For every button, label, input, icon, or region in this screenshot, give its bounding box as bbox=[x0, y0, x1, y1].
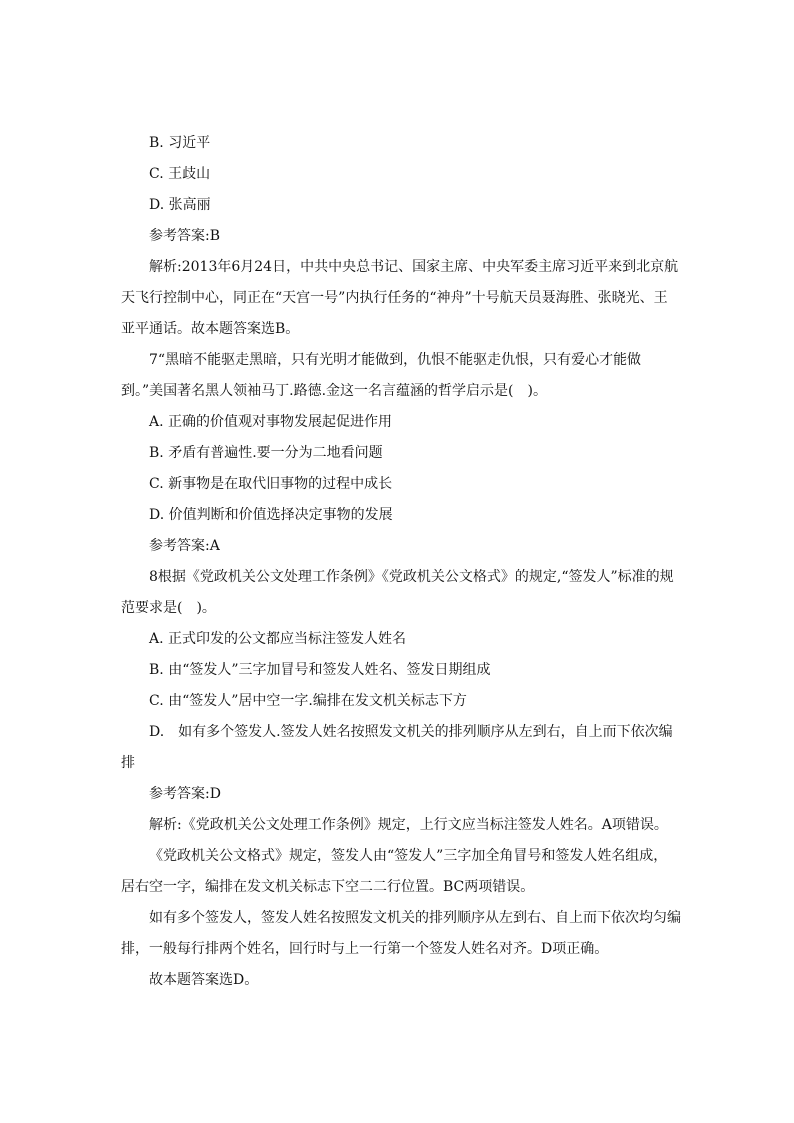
question-7: 7“黑暗不能驱走黑暗，只有光明才能做到，仇恨不能驱走仇恨，只有爱心才能做到。”美国著名黑人领袖马丁.路德.金这一名言蕴涵的哲学启示是( )。 bbox=[121, 352, 642, 399]
option-b-q7: B. 矛盾有普遍性.要一分为二地看问题 bbox=[149, 445, 383, 461]
explanation-q8-part3: 如有多个签发人，签发人姓名按照发文机关的排列顺序从左到右、自上而下依次均匀编排，一般每行排两个姓名，回行时与上一行第一个签发人姓名对齐。D项正确。 bbox=[121, 910, 681, 957]
answer-q6: 参考答案:B bbox=[149, 228, 221, 244]
option-c-q8: C. 由“签发人”居中空一字.编排在发文机关标志下方 bbox=[149, 693, 467, 709]
option-d-q7: D. 价值判断和价值选择决定事物的发展 bbox=[149, 507, 393, 523]
explanation-q8-conclusion: 故本题答案选D。 bbox=[149, 972, 259, 988]
option-c-q6: C. 王歧山 bbox=[149, 166, 211, 182]
option-a-q7: A. 正确的价值观对事物发展起促进作用 bbox=[149, 414, 393, 430]
answer-q7: 参考答案:A bbox=[149, 538, 220, 554]
option-b-q8: B. 由“签发人”三字加冒号和签发人姓名、签发日期组成 bbox=[149, 662, 491, 678]
question-8: 8根据《党政机关公文处理工作条例》《党政机关公文格式》的规定,“签发人”标准的规范要求是( )。 bbox=[121, 569, 674, 616]
option-d-q6: D. 张高丽 bbox=[149, 197, 211, 213]
option-a-q8: A. 正式印发的公文都应当标注签发人姓名 bbox=[149, 631, 407, 647]
option-c-q7: C. 新事物是在取代旧事物的过程中成长 bbox=[149, 476, 393, 492]
answer-q8: 参考答案:D bbox=[149, 786, 221, 802]
document-body bbox=[121, 128, 681, 996]
option-b-q6: B. 习近平 bbox=[149, 135, 211, 151]
explanation-q8-part1: 解析:《党政机关公文处理工作条例》规定，上行文应当标注签发人姓名。A项错误。 bbox=[149, 817, 668, 833]
explanation-q6: 解析:2013年6月24日，中共中央总书记、国家主席、中央军委主席习近平来到北京航天飞行控制中心，同正在“天宫一号”内执行任务的“神舟”十号航天员聂海胜、张晓光、王亚平通话。故本题答案选B。 bbox=[121, 259, 679, 337]
option-d-q8: D. 如有多个签发人.签发人姓名按照发文机关的排列顺序从左到右，自上而下依次编排 bbox=[121, 724, 673, 771]
explanation-q8-part2: 《党政机关公文格式》规定，签发人由“签发人”三字加全角冒号和签发人姓名组成，居右空一字，编排在发文机关标志下空二二行位置。BC两项错误。 bbox=[121, 848, 668, 895]
